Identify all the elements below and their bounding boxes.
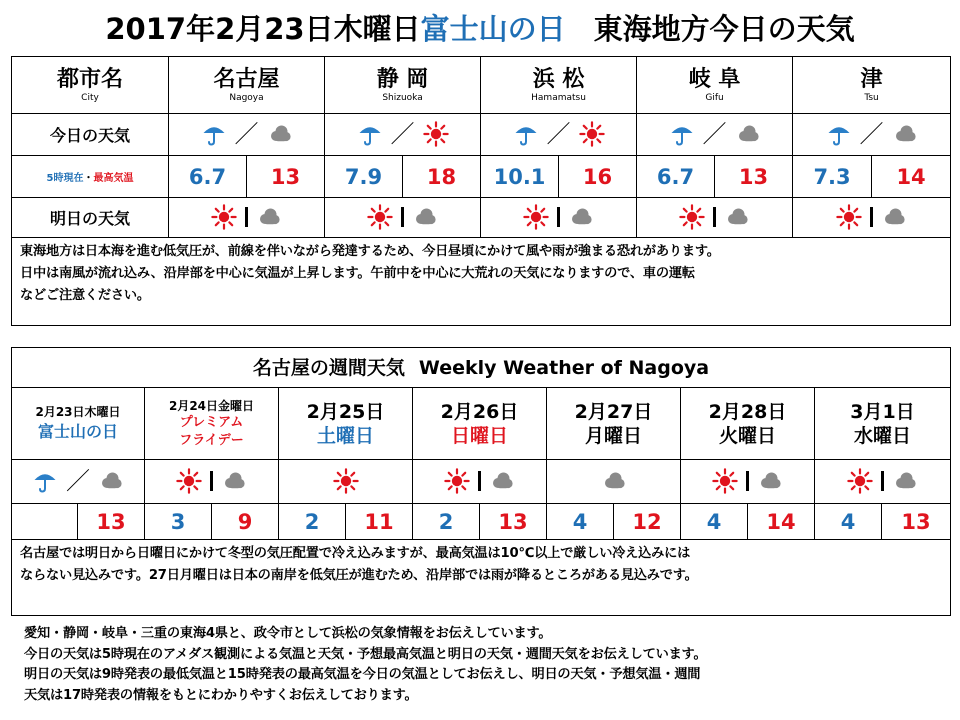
- slash-separator: ／: [66, 466, 90, 495]
- temp-now: 7.9: [325, 156, 403, 198]
- cloud-icon: [267, 121, 293, 147]
- temp-now: 6.7: [637, 156, 715, 198]
- temp-min: 4: [681, 504, 748, 540]
- weekly-day-row: [12, 388, 951, 460]
- bar-separator: [401, 207, 404, 227]
- cloud-icon: [892, 468, 918, 494]
- title-holiday: 富士山の日: [420, 12, 566, 46]
- temp-min: 4: [815, 504, 882, 540]
- weather-cell: [481, 198, 637, 238]
- sun-icon: [176, 468, 202, 494]
- cloud-icon: [221, 468, 247, 494]
- city-shizuoka: 静 岡 Shizuoka: [325, 57, 481, 114]
- temp-now: 10.1: [481, 156, 559, 198]
- weather-icons: [32, 466, 124, 496]
- weather-icons: [826, 119, 918, 149]
- weather-icons: [367, 202, 438, 232]
- weather-icons: [712, 466, 783, 496]
- temp-min: [12, 504, 78, 540]
- temp-max: 18: [403, 156, 481, 198]
- weather-icons: [357, 119, 449, 149]
- umbrella-icon: [826, 121, 852, 147]
- bar-separator: [746, 471, 749, 491]
- weather-icons: [201, 119, 293, 149]
- temp-min: 2: [413, 504, 480, 540]
- city-tsu: 津 Tsu: [793, 57, 951, 114]
- weather-cell: [815, 460, 951, 504]
- umbrella-icon: [669, 121, 695, 147]
- weather-icons: [444, 466, 515, 496]
- weather-cell: [547, 460, 681, 504]
- row-label-tomorrow: 明日の天気: [12, 198, 169, 238]
- sun-icon: [523, 204, 549, 230]
- weekly-weather-table: [11, 347, 951, 616]
- weekly-comment: 名古屋では明日から日曜日にかけて冬型の気圧配置で冷え込みますが、最高気温は10℃以上で厳しい冷え込みには ならない見込みです。27日月曜日は日本の南岸を低気圧が進むため、沿岸部では雨が降るところがある見込みです。: [12, 540, 951, 616]
- temperature-row: [12, 156, 951, 198]
- temp-max: 14: [748, 504, 815, 540]
- day-header: 2月26日 日曜日: [413, 388, 547, 460]
- cloud-icon: [892, 121, 918, 147]
- weather-cell: [793, 198, 951, 238]
- city-hamamatsu: 浜 松 Hamamatsu: [481, 57, 637, 114]
- footer-notes: [24, 624, 954, 706]
- temp-max: 16: [559, 156, 637, 198]
- bar-separator: [713, 207, 716, 227]
- city-column-header: 都市名 City: [12, 57, 169, 114]
- slash-separator: ／: [702, 119, 727, 148]
- weekly-title: 名古屋の週間天気 Weekly Weather of Nagoya: [12, 348, 951, 388]
- weather-icons: [669, 119, 761, 149]
- slash-separator: ／: [234, 119, 259, 148]
- weather-cell: [325, 198, 481, 238]
- bar-separator: [881, 471, 884, 491]
- weather-cell: [793, 114, 951, 156]
- weather-cell: [681, 460, 815, 504]
- cloud-icon: [568, 204, 594, 230]
- temp-now: 7.3: [793, 156, 872, 198]
- temp-max: 11: [346, 504, 413, 540]
- umbrella-icon: [32, 468, 58, 494]
- bar-separator: [245, 207, 248, 227]
- weather-icons: [601, 466, 627, 496]
- city-nagoya: 名古屋 Nagoya: [169, 57, 325, 114]
- weather-cell: [145, 460, 279, 504]
- temp-max: 9: [212, 504, 279, 540]
- umbrella-icon: [357, 121, 383, 147]
- weekly-comment-row: [12, 540, 951, 616]
- weather-cell: [12, 460, 145, 504]
- footer-line: 今日の天気は5時現在のアメダス観測による気温と天気・予想最高気温と明日の天気・週間天気をお伝えしています。: [24, 646, 707, 662]
- weather-icons: [176, 466, 247, 496]
- cloud-icon: [256, 204, 282, 230]
- cloud-icon: [881, 204, 907, 230]
- sun-icon: [712, 468, 738, 494]
- weekly-weather-row: [12, 460, 951, 504]
- weather-cell: [325, 114, 481, 156]
- weather-cell: [169, 114, 325, 156]
- temp-max: 14: [872, 156, 951, 198]
- temp-min: 2: [279, 504, 346, 540]
- today-weather-row: [12, 114, 951, 156]
- today-weather-table: [11, 56, 951, 326]
- title-date: 2017年2月23日木曜日: [105, 12, 421, 46]
- slash-separator: ／: [390, 119, 415, 148]
- day-header: 2月23日木曜日 富士山の日: [12, 388, 145, 460]
- bar-separator: [870, 207, 873, 227]
- cloud-icon: [724, 204, 750, 230]
- weather-cell: [481, 114, 637, 156]
- umbrella-icon: [201, 121, 227, 147]
- weather-cell: [637, 198, 793, 238]
- temp-max: 12: [614, 504, 681, 540]
- sun-icon: [367, 204, 393, 230]
- weekly-title-row: [12, 348, 951, 388]
- sun-icon: [333, 468, 359, 494]
- city-header-row: [12, 57, 951, 114]
- weather-cell: [169, 198, 325, 238]
- weather-icons: [211, 202, 282, 232]
- temp-max: 13: [882, 504, 951, 540]
- cloud-icon: [601, 468, 627, 494]
- temp-max: 13: [78, 504, 145, 540]
- title-region: 東海地方今日の天気: [593, 12, 855, 46]
- sun-icon: [444, 468, 470, 494]
- sun-icon: [211, 204, 237, 230]
- sun-icon: [847, 468, 873, 494]
- day-header: 2月24日金曜日 プレミアム フライデー: [145, 388, 279, 460]
- weather-icons: [333, 466, 359, 496]
- day-header: 3月1日 水曜日: [815, 388, 951, 460]
- day-header: 2月25日 土曜日: [279, 388, 413, 460]
- sun-icon: [423, 121, 449, 147]
- weather-icons: [679, 202, 750, 232]
- bar-separator: [557, 207, 560, 227]
- bar-separator: [478, 471, 481, 491]
- temp-max: 13: [480, 504, 547, 540]
- cloud-icon: [98, 468, 124, 494]
- temp-max: 13: [247, 156, 325, 198]
- weather-cell: [279, 460, 413, 504]
- day-header: 2月27日 月曜日: [547, 388, 681, 460]
- footer-line: 明日の天気は9時発表の最低気温と15時発表の最高気温を今日の気温としてお伝えし、明日の天気・予想気温・週間: [24, 667, 701, 682]
- umbrella-icon: [513, 121, 539, 147]
- cloud-icon: [757, 468, 783, 494]
- row-label-today: 今日の天気: [12, 114, 169, 156]
- sun-icon: [679, 204, 705, 230]
- footer-line: 愛知・静岡・岐阜・三重の東海4県と、政令市として浜松の気象情報をお伝えしています。: [24, 626, 552, 641]
- cloud-icon: [412, 204, 438, 230]
- page-title: [0, 6, 960, 52]
- weather-cell: [637, 114, 793, 156]
- cloud-icon: [489, 468, 515, 494]
- today-comment: 東海地方は日本海を進む低気圧が、前線を伴いながら発達するため、今日昼頃にかけて風や雨が強まる恐れがあります。 日中は南風が流れ込み、沿岸部を中心に気温が上昇します。午前中を中心に大荒れの天気になりますので、車の運転 などご注意ください。: [12, 238, 951, 326]
- weather-icons: [513, 119, 605, 149]
- weather-icons: [523, 202, 594, 232]
- sun-icon: [836, 204, 862, 230]
- temp-max: 13: [715, 156, 793, 198]
- day-header: 2月28日 火曜日: [681, 388, 815, 460]
- sun-icon: [579, 121, 605, 147]
- weather-cell: [413, 460, 547, 504]
- today-comment-row: [12, 238, 951, 326]
- row-label-temperature: 5時現在・最高気温: [12, 156, 169, 198]
- cloud-icon: [735, 121, 761, 147]
- temp-min: 3: [145, 504, 212, 540]
- bar-separator: [210, 471, 213, 491]
- slash-separator: ／: [546, 119, 571, 148]
- temp-min: 4: [547, 504, 614, 540]
- weather-icons: [836, 202, 907, 232]
- weather-icons: [847, 466, 918, 496]
- weekly-temp-row: [12, 504, 951, 540]
- temp-now: 6.7: [169, 156, 247, 198]
- tomorrow-weather-row: [12, 198, 951, 238]
- city-gifu: 岐 阜 Gifu: [637, 57, 793, 114]
- footer-line: 天気は17時発表の情報をもとにわかりやすくお伝えしております。: [24, 687, 418, 703]
- slash-separator: ／: [859, 119, 884, 148]
